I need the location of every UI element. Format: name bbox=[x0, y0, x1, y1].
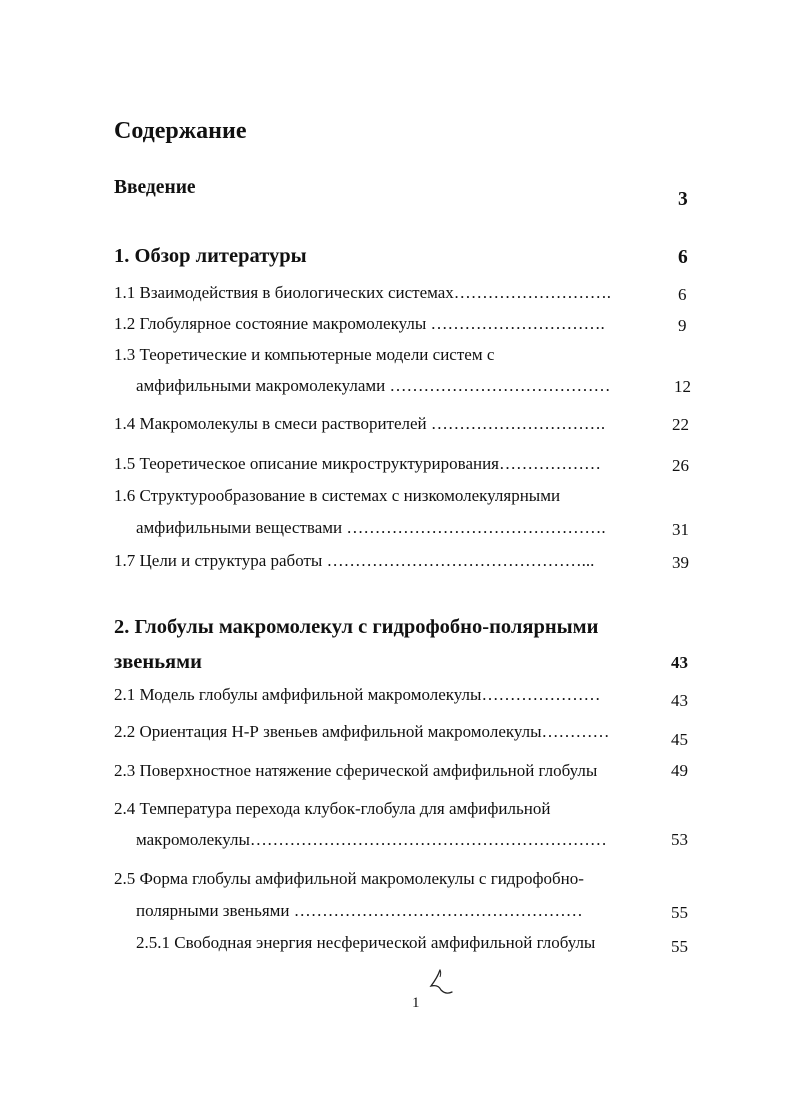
toc-page-chapter-1: 6 bbox=[678, 247, 688, 268]
toc-page-1-1: 6 bbox=[678, 285, 687, 304]
toc-entry-2-1: 2.1 Модель глобулы амфифильной макромолекулы………………… bbox=[114, 685, 601, 704]
toc-page-intro: 3 bbox=[678, 189, 688, 210]
toc-entry-2-2: 2.2 Ориентация Н-Р звеньев амфифильной макромолекулы………… bbox=[114, 722, 610, 741]
toc-entry-2-4: 2.4 Температура перехода клубок-глобула для амфифильной bbox=[114, 799, 551, 818]
toc-page-2-5: 55 bbox=[671, 903, 688, 922]
toc-entry-1-3-cont: амфифильными макромолекулами ………………………………… bbox=[136, 376, 611, 395]
toc-chapter-2-cont: звеньями bbox=[114, 651, 202, 673]
toc-page-1-3: 12 bbox=[674, 377, 691, 396]
toc-page-1-4: 22 bbox=[672, 415, 689, 434]
toc-entry-2-5-cont: полярными звеньями …………………………………………… bbox=[136, 901, 583, 920]
toc-page-1-7: 39 bbox=[672, 553, 689, 572]
toc-entry-intro: Введение bbox=[114, 177, 196, 198]
toc-chapter-2: 2. Глобулы макромолекул с гидрофобно-полярными bbox=[114, 616, 599, 638]
toc-page-2-1: 43 bbox=[671, 691, 688, 710]
toc-page-1-6: 31 bbox=[672, 520, 689, 539]
toc-entry-1-7: 1.7 Цели и структура работы ………………………………………... bbox=[114, 551, 595, 570]
toc-entry-1-4: 1.4 Макромолекулы в смеси растворителей …………………………. bbox=[114, 414, 606, 433]
toc-entry-1-6-cont: амфифильными веществами ………………………………………. bbox=[136, 518, 606, 537]
toc-entry-1-5: 1.5 Теоретическое описание микроструктурирования……………… bbox=[114, 454, 601, 473]
page-title: Содержание bbox=[114, 118, 247, 144]
toc-page-chapter-2: 43 bbox=[671, 653, 688, 672]
toc-entry-2-5-1: 2.5.1 Свободная энергия несферической амфифильной глобулы bbox=[136, 933, 596, 952]
toc-entry-1-6: 1.6 Структурообразование в системах с низкомолекулярными bbox=[114, 486, 561, 505]
toc-page-2-5-1: 55 bbox=[671, 937, 688, 956]
toc-entry-2-5: 2.5 Форма глобулы амфифильной макромолекулы с гидрофобно- bbox=[114, 869, 584, 888]
toc-entry-1-2: 1.2 Глобулярное состояние макромолекулы …………………………. bbox=[114, 314, 605, 333]
page-number: 1 bbox=[412, 995, 420, 1011]
toc-page-2-4: 53 bbox=[671, 830, 688, 849]
handwritten-signature-mark bbox=[428, 968, 454, 1003]
toc-page-2-3: 49 bbox=[671, 761, 688, 780]
toc-entry-2-4-cont: макромолекулы……………………………………………………… bbox=[136, 830, 607, 849]
toc-page-1-2: 9 bbox=[678, 316, 687, 335]
toc-page-1-5: 26 bbox=[672, 456, 689, 475]
toc-entry-2-3: 2.3 Поверхностное натяжение сферической амфифильной глобулы bbox=[114, 761, 598, 780]
toc-chapter-1: 1. Обзор литературы bbox=[114, 245, 307, 267]
toc-entry-1-3: 1.3 Теоретические и компьютерные модели систем с bbox=[114, 345, 495, 364]
toc-page-2-2: 45 bbox=[671, 730, 688, 749]
toc-entry-1-1: 1.1 Взаимодействия в биологических системах………………………. bbox=[114, 283, 612, 302]
